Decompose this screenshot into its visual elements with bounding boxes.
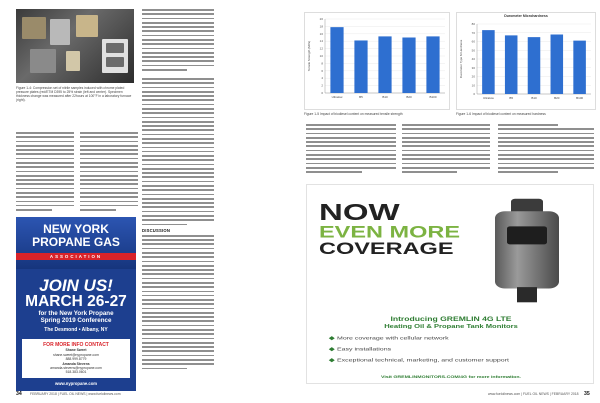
hardness-chart-svg	[457, 18, 597, 106]
bar	[426, 36, 439, 93]
x-tick-label: B20	[406, 95, 412, 99]
contact2-phone: 518.383.0601	[65, 370, 87, 375]
bar	[505, 35, 518, 94]
y-tick-label: 6	[321, 68, 323, 73]
check-icon: ◆	[329, 347, 335, 352]
y-tick-label: 10	[319, 54, 323, 58]
ad-visit-link[interactable]: Visit GREMLINMONITORS.COM/4G for more information.	[381, 375, 521, 380]
x-tick-label: Ultralow	[482, 96, 494, 100]
x-tick-label: B5	[359, 95, 363, 99]
check-icon: ◆	[329, 336, 335, 341]
article-column-c	[142, 78, 214, 372]
x-tick-label: B100	[576, 96, 584, 100]
y-tick-label: 14	[319, 39, 323, 44]
x-tick-label: B5	[509, 96, 514, 100]
x-tick-label: B10	[531, 96, 537, 100]
bar	[402, 38, 415, 94]
y-tick-label: 8	[321, 61, 323, 66]
event-line1: for the New York Propane	[38, 310, 114, 317]
contact2-email[interactable]: amanda.stevens@nypropane.com	[50, 366, 102, 371]
x-tick-label: B10	[382, 95, 388, 99]
figure-photo	[16, 9, 134, 83]
tensile-strength-chart	[304, 12, 450, 110]
check-icon: ◆	[329, 358, 335, 364]
y-tick-label: 4	[321, 76, 323, 81]
article-column-f	[498, 124, 594, 175]
y-tick-label: 0	[473, 92, 475, 96]
event-line2: Spring 2019 Conference	[40, 317, 112, 325]
ad-bullet: ◆ Easy installations	[329, 347, 392, 352]
contact1-name: Shane Sweet	[65, 348, 87, 353]
y-tick-label: 70	[471, 30, 475, 35]
y-tick-label: 50	[471, 48, 475, 53]
event-dates: MARCH 26-27	[25, 293, 127, 310]
article-column-e	[402, 124, 490, 175]
y-tick-label: 80	[471, 22, 475, 26]
ad-headline-now: NOW	[319, 199, 400, 226]
ad-subtitle: Heating Oil & Propane Tank Monitors	[384, 323, 518, 330]
org-name-line1: NEW YORK	[43, 222, 109, 236]
join-us-heading: JOIN US!	[39, 276, 113, 295]
contact1-phone: 888.999.8779	[65, 357, 87, 362]
y-tick-label: 60	[471, 39, 475, 44]
article-column-a	[16, 132, 74, 213]
contact-box	[22, 339, 130, 377]
tank-monitor-device	[495, 199, 559, 302]
ad-headline-coverage: COVERAGE	[319, 239, 454, 258]
ad-website-link[interactable]: www.nypropane.com	[55, 380, 97, 386]
bar	[354, 40, 367, 93]
bar	[573, 41, 586, 94]
y-tick-label: 30	[471, 65, 475, 70]
bar	[378, 36, 391, 93]
y-tick-label: 10	[471, 83, 475, 88]
y-tick-label: 40	[471, 57, 475, 61]
right-page	[300, 0, 600, 403]
article-column-c-top	[142, 9, 214, 73]
contact-heading: FOR MORE INFO CONTACT	[43, 342, 109, 349]
hardness-chart-caption: Figure 1-6 Impact of biodiesel content on measured hardness	[456, 112, 546, 116]
bar	[482, 30, 495, 94]
article-column-b	[80, 132, 138, 213]
org-name-band: ASSOCIATION	[16, 253, 136, 260]
right-footer-text: www.fueloilnews.com | FUEL OIL NEWS | FEBRUARY 2018	[488, 392, 579, 396]
y-axis-label: Tensile Strength (MPa)	[307, 40, 311, 72]
ad-intro: Introducing GREMLIN 4G LTE	[390, 315, 512, 323]
bar	[551, 35, 564, 95]
ad-bullet: ◆ Exceptional technical, marketing, and customer support	[329, 358, 509, 364]
y-tick-label: 16	[319, 31, 323, 36]
org-name-line2: PROPANE GAS	[32, 235, 120, 249]
ad-bullet: ◆ More coverage with cellular network	[329, 336, 449, 341]
event-location: The Desmond • Albany, NY	[44, 327, 108, 334]
contact1-email[interactable]: shane.sweet@nypropane.com	[53, 352, 99, 357]
tensile-chart-caption: Figure 1-5 Impact of biodiesel content on measured tensile strength	[304, 112, 403, 116]
ad-headline-even-more: EVEN MORE	[319, 222, 461, 241]
y-tick-label: 20	[471, 74, 475, 79]
left-footer-text: FEBRUARY 2018 | FUEL OIL NEWS | www.fueloilnews.com	[30, 392, 121, 396]
y-tick-label: 18	[319, 24, 323, 29]
bar	[330, 27, 343, 93]
discussion-heading: DISCUSSION	[142, 227, 171, 233]
bar	[528, 37, 541, 94]
contact2-name: Amanda Stevens	[62, 361, 90, 366]
y-tick-label: 20	[319, 17, 323, 21]
hardness-chart-title: Durometer Microhardness	[504, 14, 548, 18]
figure-caption: Figure 1-4: Compression set of nitrile samples induced with chrome plated pressure plates (red/ETM D395 to 25% strain (left and center). Specimen thickness change was measured after 22hours at 100°F in a laboratory furnace (right).	[16, 86, 132, 103]
tensile-strength-chart-svg	[305, 13, 451, 105]
y-tick-label: 12	[319, 46, 323, 51]
article-column-d	[306, 124, 396, 175]
y-tick-label: 0	[321, 91, 323, 95]
hardness-chart	[456, 12, 596, 110]
x-tick-label: B20	[554, 96, 560, 100]
ad-logo-block	[16, 217, 136, 269]
y-axis-label: Durometer Type M Hardness	[459, 39, 463, 79]
x-tick-label: B100	[429, 95, 437, 99]
propane-association-ad[interactable]	[16, 217, 136, 391]
y-tick-label: 2	[321, 83, 323, 88]
left-page-number: 34	[16, 391, 22, 397]
right-page-number: 35	[584, 391, 590, 397]
gremlin-monitors-ad[interactable]	[306, 184, 594, 384]
x-tick-label: Ultralow	[331, 95, 343, 99]
